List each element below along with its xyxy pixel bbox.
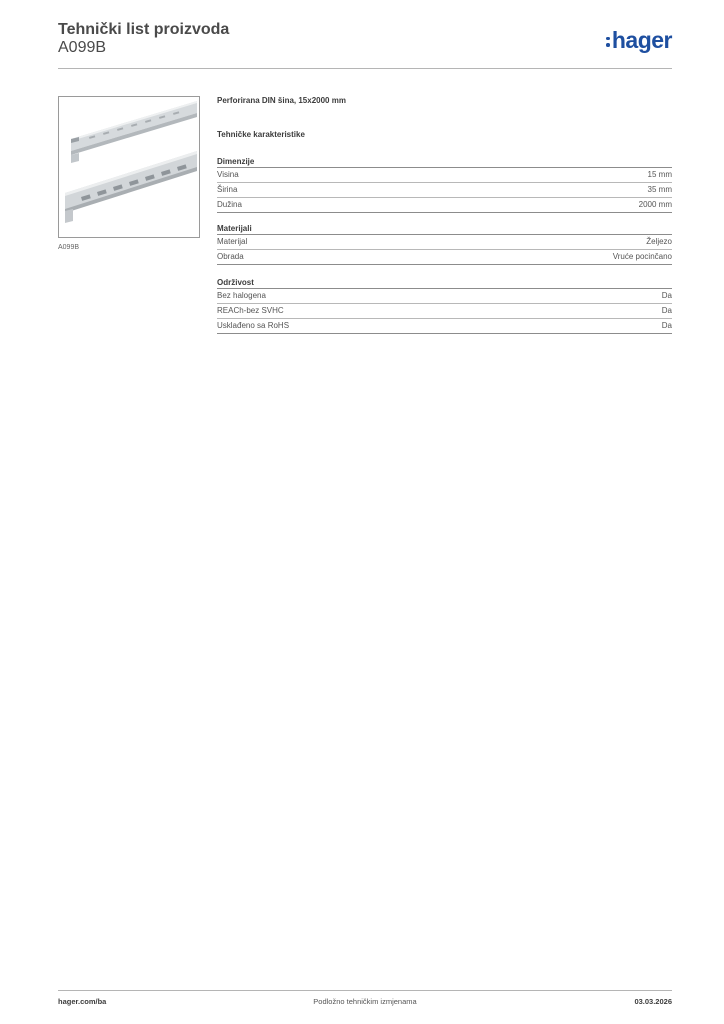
spec-label: Visina (217, 170, 239, 179)
spec-label: Materijal (217, 237, 248, 246)
spec-label: Širina (217, 185, 238, 194)
spec-row (217, 198, 672, 213)
footer-date: 03.03.2026 (634, 997, 672, 1006)
spec-value: Da (661, 306, 672, 315)
characteristics-heading: Tehničke karakteristike (217, 130, 305, 139)
product-name: Perforirana DIN šina, 15x2000 mm (217, 96, 346, 105)
spec-label: Dužina (217, 200, 242, 209)
hager-logo[interactable] (606, 27, 672, 53)
spec-value: Željezo (646, 237, 672, 246)
image-caption: A099B (58, 244, 80, 251)
spec-row (217, 289, 672, 304)
spec-row (217, 235, 672, 250)
spec-row (217, 183, 672, 198)
spec-value: Da (661, 291, 672, 300)
logo-dots-icon (606, 37, 610, 47)
footer-divider (58, 990, 672, 991)
spec-label: REACh-bez SVHC (217, 306, 284, 315)
spec-label: Bez halogena (217, 291, 266, 300)
spec-value: Vruće pocinčano (612, 252, 672, 261)
page-header (58, 21, 672, 69)
spec-row (217, 250, 672, 265)
page-title: Tehnički list proizvoda (58, 21, 230, 38)
header-divider (58, 68, 672, 69)
footer-note: Podložno tehničkim izmjenama (313, 997, 417, 1006)
spec-row (217, 319, 672, 334)
spec-label: Obrada (217, 252, 244, 261)
section-title: Dimenzije (217, 156, 672, 168)
section-sustainability (217, 277, 672, 334)
section-title: Održivost (217, 277, 672, 289)
spec-row (217, 304, 672, 319)
product-code: A099B (58, 39, 107, 56)
product-image (58, 96, 200, 238)
section-dimensions (217, 156, 672, 213)
spec-value: 35 mm (647, 185, 672, 194)
section-materials (217, 223, 672, 265)
spec-value: 15 mm (647, 170, 672, 179)
din-rail-icon (59, 97, 199, 237)
website-link[interactable]: hager.com/ba (58, 997, 107, 1006)
spec-row (217, 168, 672, 183)
section-title: Materijali (217, 223, 672, 235)
spec-label: Usklađeno sa RoHS (217, 321, 290, 330)
spec-value: Da (661, 321, 672, 330)
spec-value: 2000 mm (638, 200, 672, 209)
logo-text: hager (611, 26, 672, 53)
